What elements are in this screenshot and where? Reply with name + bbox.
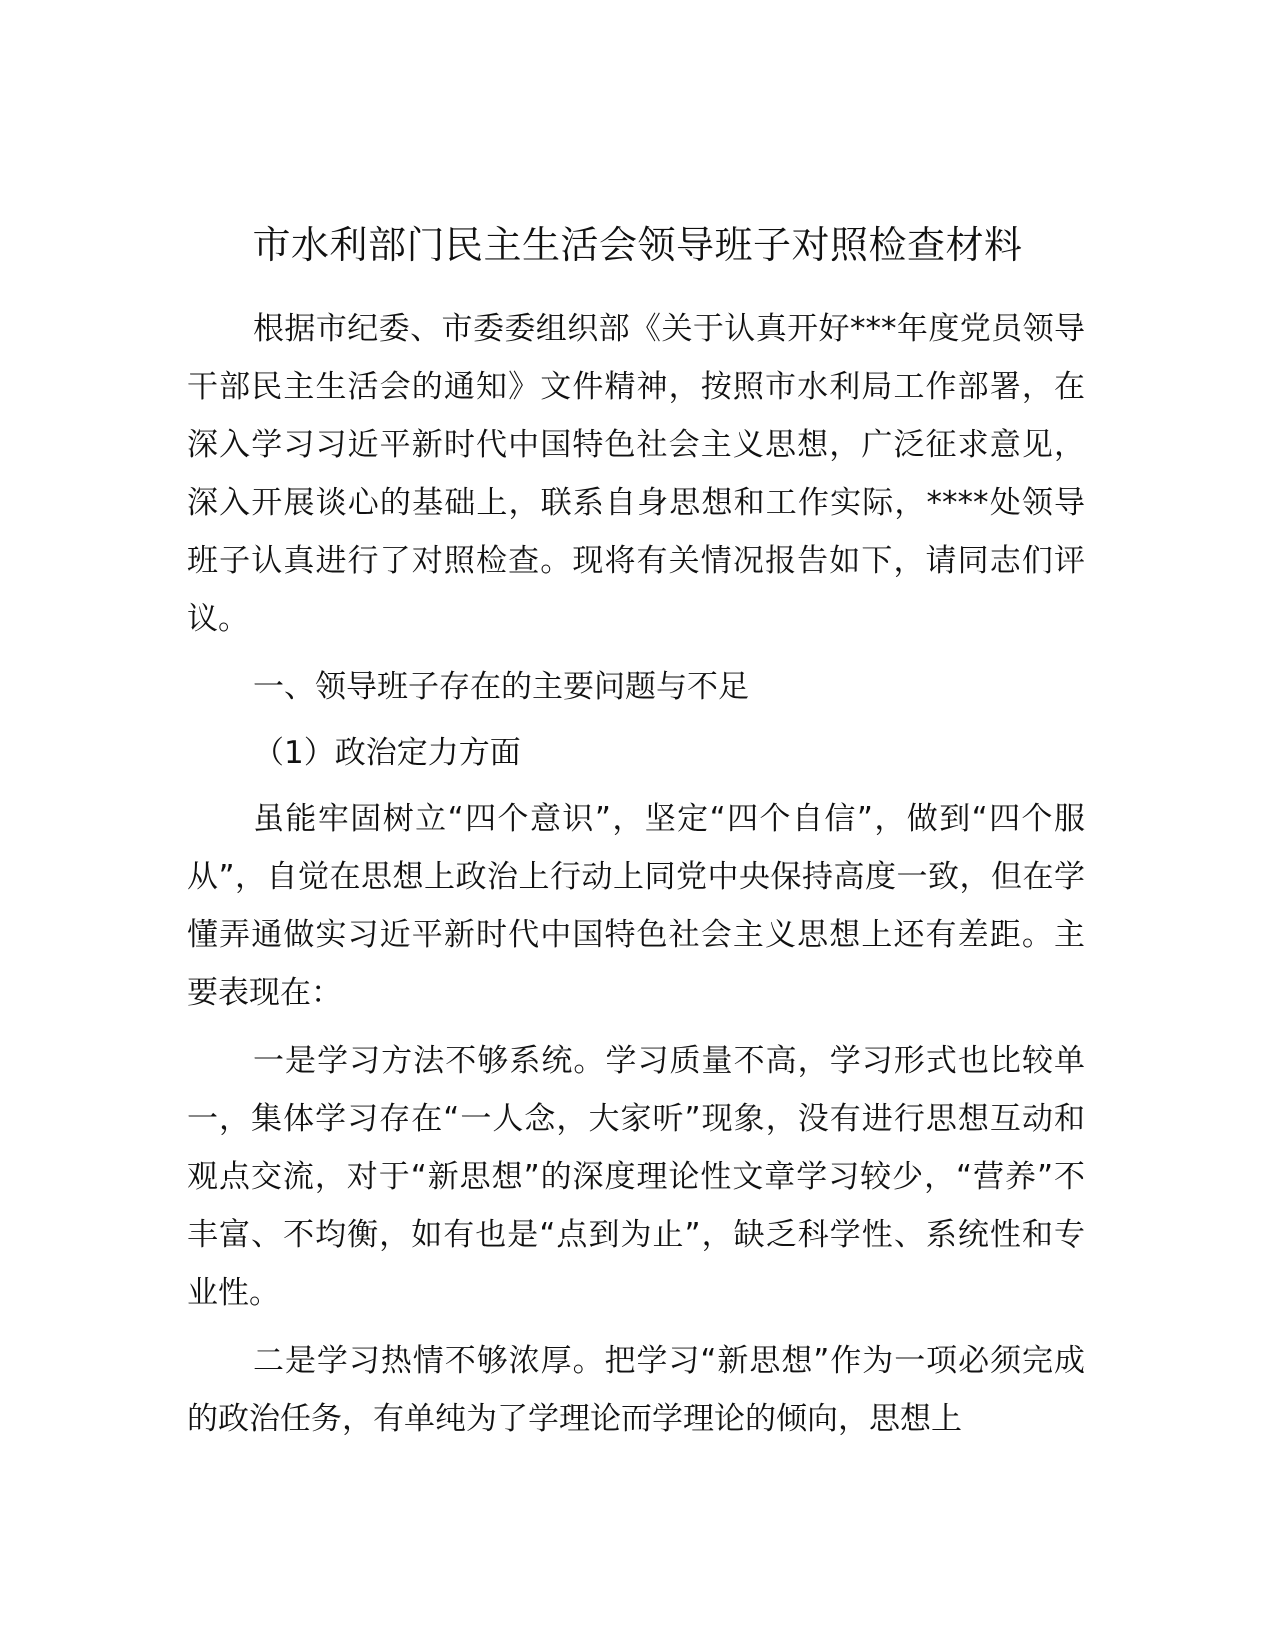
document-title: 市水利部门民主生活会领导班子对照检查材料	[252, 223, 1023, 267]
subsection-heading-1: （1）政治定力方面	[253, 735, 521, 771]
point-one-paragraph: 一是学习方法不够系统。学习质量不高，学习形式也比较单一，集体学习存在“一人念，大家听”现象，没有进行思想互动和观点交流，对于“新思想”的深度理论性文章学习较少，“营养”不丰富、不均衡，如有也是“点到为止”，缺乏科学性、系统性和专业性。	[187, 1043, 1085, 1311]
political-paragraph: 虽能牢固树立“四个意识”，坚定“四个自信”，做到“四个服从”，自觉在思想上政治上行动上同党中央保持高度一致，但在学懂弄通做实习近平新时代中国特色社会主义思想上还有差距。主要表现在：	[187, 801, 1085, 1011]
section-heading-1: 一、领导班子存在的主要问题与不足	[253, 669, 749, 705]
intro-paragraph: 根据市纪委、市委委组织部《关于认真开好***年度党员领导干部民主生活会的通知》文件精神，按照市水利局工作部署，在深入学习习近平新时代中国特色社会主义思想，广泛征求意见，深入开展谈心的基础上，联系自身思想和工作实际，****处领导班子认真进行了对照检查。现将有关情况报告如下，请同志们评议。	[187, 311, 1085, 637]
document-body	[187, 300, 1085, 1458]
point-two-paragraph: 二是学习热情不够浓厚。把学习“新思想”作为一项必须完成的政治任务，有单纯为了学理论而学理论的倾向，思想上	[187, 1343, 1085, 1437]
